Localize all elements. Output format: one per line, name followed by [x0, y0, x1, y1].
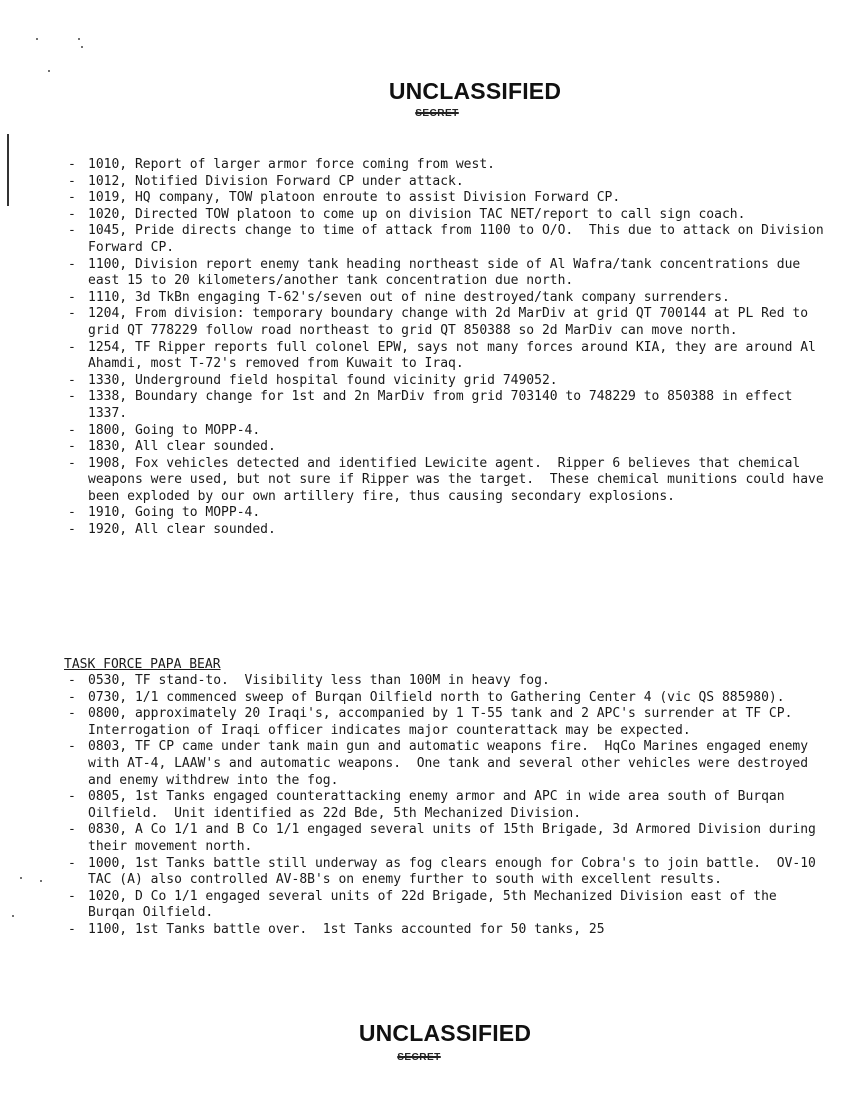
scan-speck — [40, 880, 42, 882]
log-entry: - 0803, TF CP came under tank main gun and automatic weapons fire. HqCo Marines engaged enemy with AT-4, LAAW's and automatic weapons. One tank and several other vehicles were destroyed and enemy withdrew into the fog. — [68, 739, 828, 789]
log-entry: - 1908, Fox vehicles detected and identified Lewicite agent. Ripper 6 believes that chemical weapons were used, but not sure if Ripper was the target. These chemical munitions could have been exploded by our own artillery fire, thus causing secondary explosions. — [68, 456, 828, 506]
log-entry: - 1012, Notified Division Forward CP under attack. — [68, 174, 828, 191]
log-entry: - 1800, Going to MOPP-4. — [68, 423, 828, 440]
log-entry: - 1019, HQ company, TOW platoon enroute to assist Division Forward CP. — [68, 190, 828, 207]
scan-speck — [48, 70, 50, 72]
log-entry: - 1830, All clear sounded. — [68, 439, 828, 456]
log-entry: - 1330, Underground field hospital found vicinity grid 749052. — [68, 373, 828, 390]
log-entry: - 0805, 1st Tanks engaged counterattacking enemy armor and APC in wide area south of Burqan Oilfield. Unit identified as 22d Bde, 5th Mechanized Division. — [68, 789, 828, 822]
log-entry: - 0830, A Co 1/1 and B Co 1/1 engaged several units of 15th Brigade, 3d Armored Division during their movement north. — [68, 822, 828, 855]
scan-speck — [78, 38, 80, 40]
scan-speck — [12, 915, 14, 917]
struck-marking-top: SECRET — [415, 108, 459, 119]
classification-banner-bottom: UNCLASSIFIED — [358, 1020, 532, 1046]
log-entry: - 1910, Going to MOPP-4. — [68, 505, 828, 522]
margin-bar — [7, 134, 9, 206]
log-entry: - 1100, 1st Tanks battle over. 1st Tanks accounted for 50 tanks, 25 — [68, 922, 828, 939]
log-entry: - 1020, D Co 1/1 engaged several units of 22d Brigade, 5th Mechanized Division east of the Burqan Oilfield. — [68, 889, 828, 922]
log-entry: - 1000, 1st Tanks battle still underway as fog clears enough for Cobra's to join battle. OV-10 TAC (A) also controlled AV-8B's on enemy further to south with excellent results. — [68, 856, 828, 889]
log-entries-task-force — [68, 673, 828, 939]
log-entry: - 1920, All clear sounded. — [68, 522, 828, 539]
log-entry: - 1100, Division report enemy tank heading northeast side of Al Wafra/tank concentrations due east 15 to 20 kilometers/another tank concentration due north. — [68, 257, 828, 290]
log-entry: - 1020, Directed TOW platoon to come up on division TAC NET/report to call sign coach. — [68, 207, 828, 224]
log-entry: - 0730, 1/1 commenced sweep of Burqan Oilfield north to Gathering Center 4 (vic QS 885980). — [68, 690, 828, 707]
log-entry: - 1338, Boundary change for 1st and 2n MarDiv from grid 703140 to 748229 to 850388 in effect 1337. — [68, 389, 828, 422]
log-entry: - 1254, TF Ripper reports full colonel EPW, says not many forces around KIA, they are around Al Ahamdi, most T-72's removed from Kuwait to Iraq. — [68, 340, 828, 373]
scan-speck — [36, 38, 38, 40]
section-title: TASK FORCE PAPA BEAR — [64, 657, 221, 672]
classification-banner-top: UNCLASSIFIED — [388, 78, 562, 104]
log-entry: - 0800, approximately 20 Iraqi's, accompanied by 1 T-55 tank and 2 APC's surrender at TF CP. Interrogation of Iraqi officer indicates major counterattack may be expected. — [68, 706, 828, 739]
log-entry: - 1204, From division: temporary boundary change with 2d MarDiv at grid QT 700144 at PL Red to grid QT 778229 follow road northeast to grid QT 850388 so 2d MarDiv can move north. — [68, 306, 828, 339]
log-entry: - 1110, 3d TkBn engaging T-62's/seven out of nine destroyed/tank company surrenders. — [68, 290, 828, 307]
log-entries-division — [68, 157, 832, 539]
struck-marking-bottom: SECRET — [397, 1052, 441, 1063]
scan-speck — [81, 46, 83, 48]
scan-speck — [20, 877, 22, 879]
log-entry: - 0530, TF stand-to. Visibility less than 100M in heavy fog. — [68, 673, 828, 690]
log-entry: - 1045, Pride directs change to time of attack from 1100 to O/O. This due to attack on Division Forward CP. — [68, 223, 828, 256]
log-entry: - 1010, Report of larger armor force coming from west. — [68, 157, 828, 174]
